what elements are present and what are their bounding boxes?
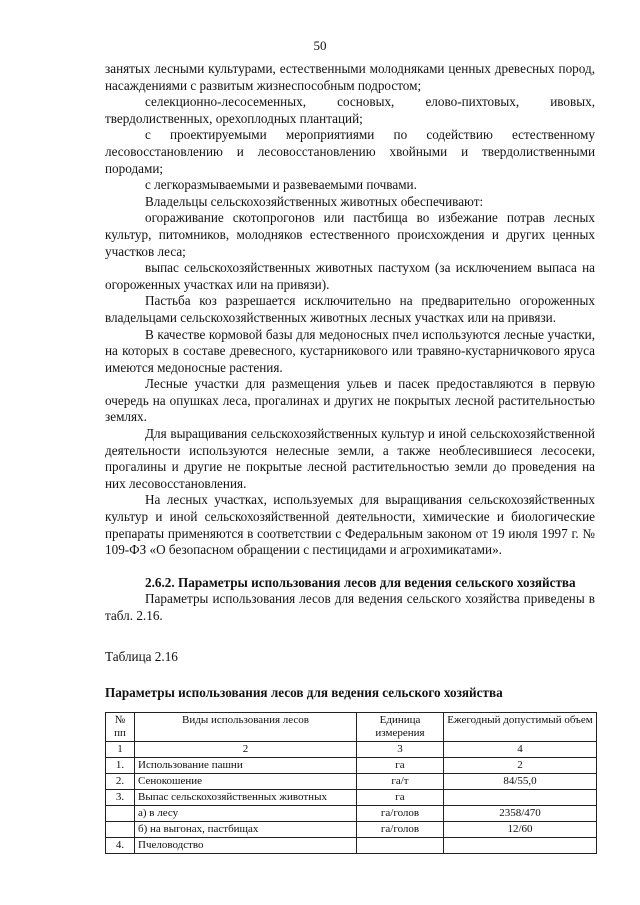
paragraph: выпас сельскохозяйственных животных пастухом (за исключением выпаса на огороженных участках или на привязи). [105, 260, 595, 292]
table-row [106, 837, 597, 853]
row-name: Пчеловодство [135, 837, 357, 853]
section-heading: 2.6.2. Параметры использования лесов для ведения сельского хозяйства [145, 574, 576, 590]
col-number: 1 [106, 741, 135, 757]
table-row [106, 821, 597, 837]
row-volume [444, 789, 597, 805]
row-volume: 84/55,0 [444, 773, 597, 789]
row-unit: га/т [357, 773, 444, 789]
table-label: Таблица 2.16 [105, 648, 178, 664]
row-unit: га/голов [357, 805, 444, 821]
row-number: 1. [106, 757, 135, 773]
row-name: б) на выгонах, пастбищах [135, 821, 357, 837]
page-number: 50 [313, 38, 327, 53]
parameters-table [105, 712, 597, 854]
paragraph: В качестве кормовой базы для медоносных пчел используются лесные участки, на которых в составе древесного, кустарникового или травяно-кустарничкового яруса имеются медоносные растения. [105, 326, 595, 375]
col-number: 4 [444, 741, 597, 757]
paragraph: Для выращивания сельскохозяйственных культур и иной сельскохозяйственной деятельности используются нелесные земли, а также необлесившиеся лесосеки, прогалины и другие не покрытые лесной растительностью земли до проведения на них лесовосстановления. [105, 426, 595, 491]
paragraph: с проектируемыми мероприятиями по содействию естественному лесовосстановлению и лесовосстановлению хвойными и твердолиственными породами; [105, 127, 595, 176]
section-text: Параметры использования лесов для ведения сельского хозяйства приведены в табл. 2.16. [105, 591, 595, 623]
col-number: 2 [135, 741, 357, 757]
header-unit: Единица измерения [357, 712, 444, 741]
header-annual-volume: Ежегодный допустимый объем [444, 712, 597, 741]
row-name: Использование пашни [135, 757, 357, 773]
table-row [106, 805, 597, 821]
row-unit: га [357, 789, 444, 805]
header-number: № пп [106, 712, 135, 741]
row-number: 3. [106, 789, 135, 805]
document-body [105, 61, 595, 854]
paragraph: Лесные участки для размещения ульев и пасек предоставляются в первую очередь на опушках леса, прогалинах и других не покрытых лесной растительностью землях. [105, 376, 595, 425]
row-number: 2. [106, 773, 135, 789]
paragraph: занятых лесными культурами, естественными молодняками ценных древесных пород, насаждениями с развитым жизнеспособным подростом; [105, 61, 595, 93]
row-name: Сенокошение [135, 773, 357, 789]
table-row [106, 789, 597, 805]
row-number [106, 805, 135, 821]
col-number: 3 [357, 741, 444, 757]
table-column-numbers-row [106, 741, 597, 757]
paragraph: с легкоразмываемыми и развеваемыми почвами. [145, 177, 417, 193]
row-name: а) в лесу [135, 805, 357, 821]
header-forest-use: Виды использования лесов [135, 712, 357, 741]
row-unit [357, 837, 444, 853]
table-row [106, 757, 597, 773]
row-unit: га [357, 757, 444, 773]
row-volume: 12/60 [444, 821, 597, 837]
row-unit: га/голов [357, 821, 444, 837]
row-volume: 2 [444, 757, 597, 773]
row-number: 4. [106, 837, 135, 853]
table-title: Параметры использования лесов для ведения сельского хозяйства [105, 685, 503, 701]
table-header-row [106, 712, 597, 741]
row-number [106, 821, 135, 837]
row-volume: 2358/470 [444, 805, 597, 821]
paragraph: Владельцы сельскохозяйственных животных обеспечивают: [145, 193, 484, 209]
paragraph: огораживание скотопрогонов или пастбища во избежание потрав лесных культур, питомников, молодняков естественного происхождения и других ценных участков леса; [105, 210, 595, 259]
paragraph: На лесных участках, используемых для выращивания сельскохозяйственных культур и иной сельскохозяйственной деятельности, химические и биологические препараты применяются в соответствии с Федеральным законом от 19 июля 1997 г. № 109-ФЗ «О безопасном обращении с пестицидами и агрохимикатами». [105, 492, 595, 558]
paragraph: Пастьба коз разрешается исключительно на предварительно огороженных владельцами сельскохозяйственных животных лесных участках или на привязи. [105, 293, 595, 325]
row-volume [444, 837, 597, 853]
table-row [106, 773, 597, 789]
row-name: Выпас сельскохозяйственных животных [135, 789, 357, 805]
paragraph: селекционно-лесосеменных, сосновых, елово-пихтовых, ивовых, твердолиственных, орехоплодных плантаций; [105, 94, 595, 126]
